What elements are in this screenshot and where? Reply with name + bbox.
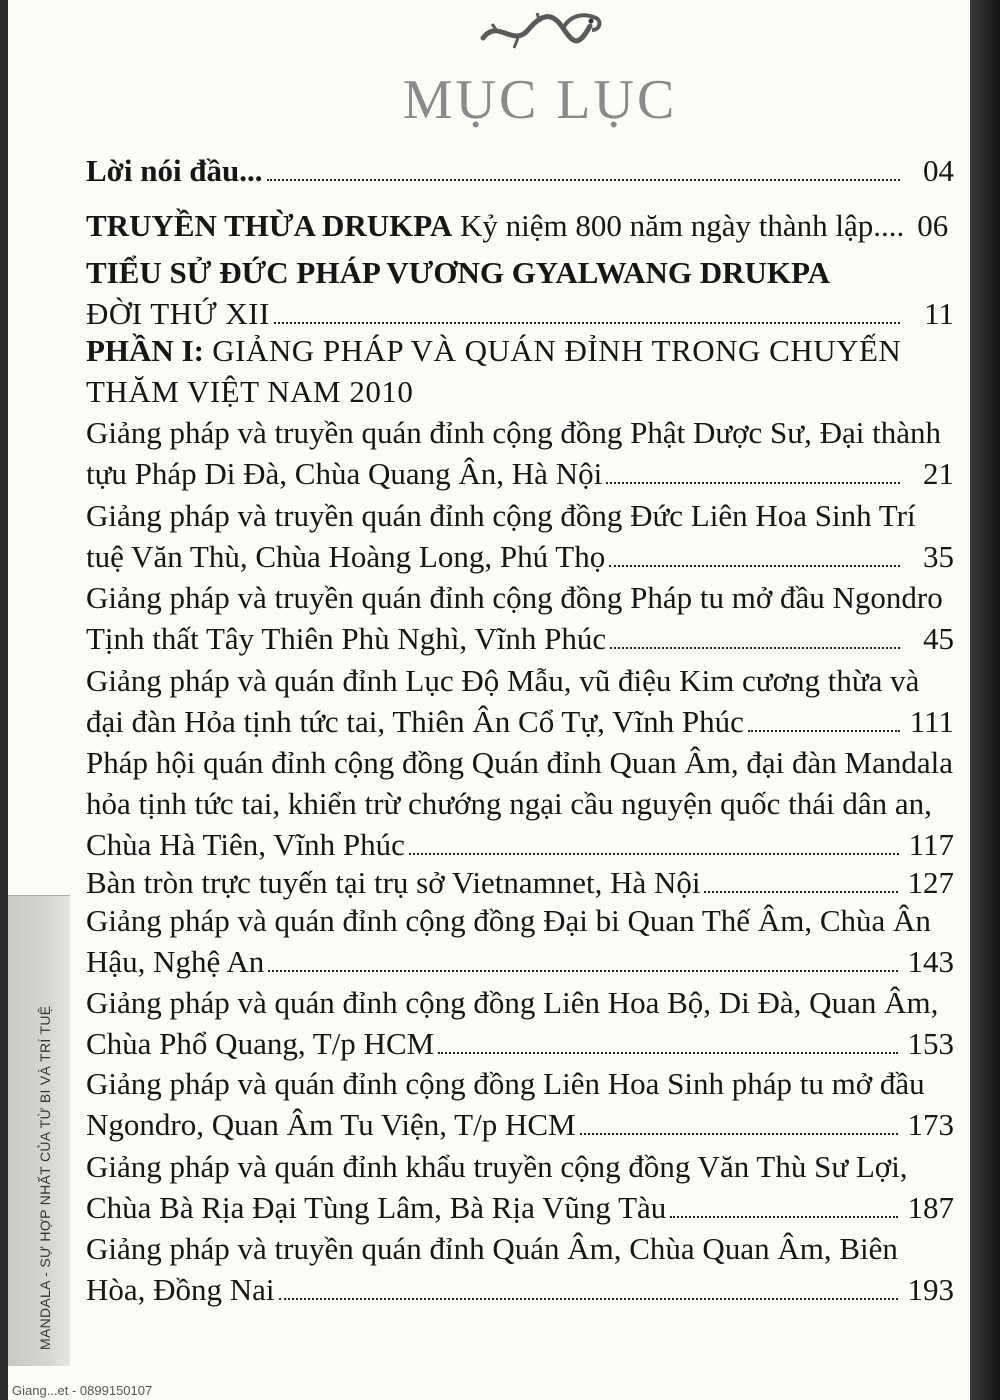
entry-line-2: đại đàn Hỏa tịnh tức tai, Thiên Ân Cổ Tự, Vĩnh Phúc — [86, 704, 744, 739]
toc-entry — [86, 862, 956, 903]
watermark-text: Giang...et - 0899150107 — [12, 1383, 153, 1398]
toc-entry — [86, 900, 956, 982]
entry-bold-title: TRUYỀN THỪA DRUKPA — [86, 208, 453, 243]
entry-line-2: Chùa Phổ Quang, T/p HCM — [86, 1026, 435, 1061]
page-number: 187 — [907, 1190, 954, 1225]
entry-line-1: Giảng pháp và quán đỉnh cộng đồng Liên Hoa Sinh pháp tu mở đầu — [86, 1066, 925, 1101]
toc-entry — [86, 1063, 956, 1145]
entry-line-2: tựu Pháp Di Đà, Chùa Quang Ân, Hà Nội — [86, 456, 603, 491]
leader-dots — [610, 647, 900, 649]
leader-dots — [438, 1052, 897, 1054]
entry-line-2: Ngondro, Quan Âm Tu Viện, T/p HCM — [86, 1107, 576, 1142]
section-label: PHẦN I: — [86, 333, 204, 368]
page-number: 45 — [923, 621, 954, 656]
entry-line-1: Bàn tròn trực tuyến tại trụ sở Vietnamnet, Hà Nội — [86, 865, 701, 900]
entry-title: Lời nói đầu... — [86, 153, 263, 188]
dragon-ornament-icon — [478, 8, 608, 58]
leader-dots — [609, 565, 900, 567]
leader-dots — [580, 1133, 898, 1135]
entry-title-line-1: TIỂU SỬ ĐỨC PHÁP VƯƠNG GYALWANG DRUKPA — [86, 255, 831, 290]
entry-line-2: Hậu, Nghệ An — [86, 944, 265, 979]
page-number: 35 — [923, 539, 954, 574]
page-number: 143 — [907, 944, 954, 979]
entry-line-2: Tịnh thất Tây Thiên Phù Nghì, Vĩnh Phúc — [86, 621, 607, 656]
section-title-line-1: GIẢNG PHÁP VÀ QUÁN ĐỈNH TRONG CHUYẾN — [203, 333, 902, 368]
toc-entry — [86, 495, 956, 577]
book-page — [8, 0, 970, 1400]
leader-dots — [606, 482, 900, 484]
toc-entry — [86, 1146, 956, 1228]
entry-line-1: Giảng pháp và quán đỉnh khẩu truyền cộng đồng Văn Thù Sư Lợi, — [86, 1149, 908, 1184]
spine-title: MANDALA - SỰ HỢP NHẤT CỦA TỪ BI VÀ TRÍ TUỆ — [37, 1005, 53, 1350]
toc-entry — [86, 982, 956, 1064]
toc-entry — [86, 412, 956, 494]
entry-line-1: Giảng pháp và quán đỉnh cộng đồng Đại bi Quan Thế Âm, Chùa Ân — [86, 903, 931, 938]
leader-dots — [748, 730, 900, 732]
entry-line-2: hỏa tịnh tức tai, khiển trừ chướng ngại cầu nguyện quốc thái dân an, — [86, 786, 932, 821]
page-number: 04 — [923, 153, 954, 188]
page-number: 193 — [907, 1272, 954, 1307]
entry-line-2: Hòa, Đồng Nai — [86, 1272, 275, 1307]
entry-line-1: Pháp hội quán đỉnh cộng đồng Quán đỉnh Quan Âm, đại đàn Mandala — [86, 745, 953, 780]
page-title: MỤC LỤC — [402, 69, 678, 131]
entry-line-1: Giảng pháp và quán đỉnh Lục Độ Mẫu, vũ điệu Kim cương thừa và — [86, 663, 920, 698]
toc-section-phan-1 — [86, 330, 956, 412]
entry-subtitle: Kỷ niệm 800 năm ngày thành lập.... — [452, 208, 905, 243]
leader-dots — [274, 322, 900, 324]
entry-line-3: Chùa Hà Tiên, Vĩnh Phúc — [86, 827, 405, 862]
toc-entry-tieu-su — [86, 252, 956, 334]
page-number: 117 — [908, 827, 954, 862]
page-number: 21 — [923, 456, 954, 491]
entry-line-1: Giảng pháp và quán đỉnh cộng đồng Liên Hoa Bộ, Di Đà, Quan Âm, — [86, 985, 939, 1020]
page-number: 111 — [909, 704, 954, 739]
entry-line-1: Giảng pháp và truyền quán đỉnh cộng đồng Đức Liên Hoa Sinh Trí — [86, 498, 916, 533]
entry-line-2: tuệ Văn Thù, Chùa Hoàng Long, Phú Thọ — [86, 539, 606, 574]
background-edge — [970, 0, 1000, 1400]
toc-entry-loi-noi-dau — [86, 150, 956, 191]
entry-line-1: Giảng pháp và truyền quán đỉnh cộng đồng Phật Dược Sư, Đại thành — [86, 415, 941, 450]
toc-entry — [86, 577, 956, 659]
toc-entry-truyen-thua — [86, 205, 956, 246]
page-number: 153 — [907, 1026, 954, 1061]
entry-line-1: Giảng pháp và truyền quán đỉnh Quán Âm, Chùa Quan Âm, Biên — [86, 1231, 898, 1266]
toc-entry — [86, 742, 956, 865]
toc-entry — [86, 660, 956, 742]
entry-line-2: Chùa Bà Rịa Đại Tùng Lâm, Bà Rịa Vũng Tàu — [86, 1190, 667, 1225]
leader-dots — [704, 891, 897, 893]
entry-line-1: Giảng pháp và truyền quán đỉnh cộng đồng Pháp tu mở đầu Ngondro — [86, 580, 943, 615]
page-number: 11 — [924, 296, 954, 331]
leader-dots — [279, 1298, 898, 1300]
section-title-line-2: THĂM VIỆT NAM 2010 — [86, 374, 414, 409]
page-number: 173 — [907, 1107, 954, 1142]
leader-dots — [670, 1216, 897, 1218]
leader-dots — [268, 970, 897, 972]
leader-dots — [267, 179, 900, 181]
page-number: 06 — [917, 208, 949, 243]
leader-dots — [409, 853, 899, 855]
toc-entry — [86, 1228, 956, 1310]
page-number: 127 — [907, 865, 954, 900]
entry-title-line-2: ĐỜI THỨ XII — [86, 296, 270, 331]
